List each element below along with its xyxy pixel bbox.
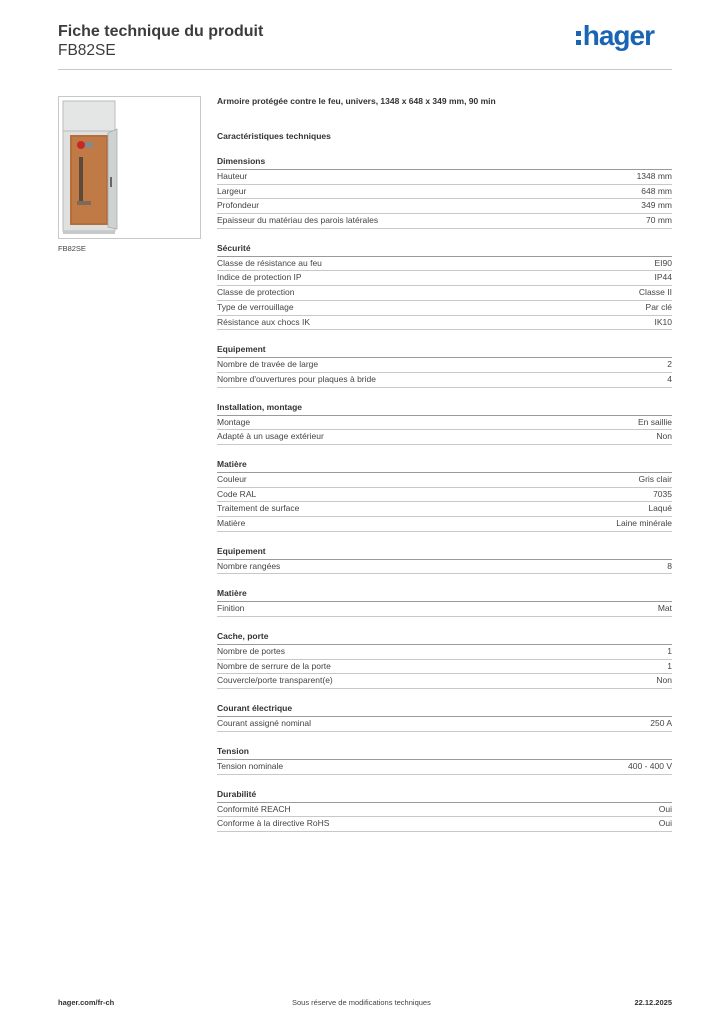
spec-label: Nombre de portes [217, 646, 286, 657]
spec-sections [217, 156, 672, 832]
spec-value: Laqué [648, 503, 672, 514]
spec-row [217, 473, 672, 488]
spec-label: Epaisseur du matériau des parois latérales [217, 215, 379, 226]
section-title: Matière [217, 459, 672, 473]
spec-label: Montage [217, 416, 251, 427]
spec-value: Non [656, 431, 672, 442]
product-description: Armoire protégée contre le feu, univers, 1348 x 648 x 349 mm, 90 min [217, 96, 496, 106]
section-title: Matière [217, 588, 672, 602]
spec-row [217, 488, 672, 503]
spec-section [217, 459, 672, 532]
spec-label: Matière [217, 518, 246, 528]
spec-content [217, 95, 672, 832]
spec-row [217, 560, 672, 575]
spec-label: Nombre rangées [217, 560, 281, 571]
spec-value: 1348 mm [636, 171, 672, 181]
spec-value: IP44 [654, 272, 672, 283]
spec-label: Profondeur [217, 200, 260, 211]
spec-value: 1 [667, 646, 672, 657]
spec-row [217, 517, 672, 532]
spec-row [217, 602, 672, 617]
section-title: Equipement [217, 344, 672, 358]
spec-value: 400 - 400 V [628, 760, 672, 771]
specs-heading: Caractéristiques techniques [217, 131, 331, 141]
image-caption: FB82SE [58, 244, 86, 253]
spec-row [217, 286, 672, 301]
cabinet-illustration-icon [59, 97, 200, 238]
spec-value: 1 [667, 660, 672, 671]
product-reference: FB82SE [58, 42, 116, 59]
spec-section [217, 631, 672, 689]
spec-value: Par clé [645, 301, 672, 312]
spec-label: Tension nominale [217, 760, 284, 771]
spec-label: Nombre de serrure de la porte [217, 660, 331, 671]
spec-section [217, 344, 672, 387]
spec-section [217, 243, 672, 330]
spec-row [217, 717, 672, 732]
spec-section [217, 156, 672, 229]
spec-row [217, 185, 672, 200]
spec-row [217, 358, 672, 373]
spec-row [217, 645, 672, 660]
section-title: Equipement [217, 546, 672, 560]
section-title: Durabilité [217, 789, 672, 803]
spec-label: Code RAL [217, 488, 257, 499]
spec-value: 70 mm [646, 215, 672, 226]
footer-website: hager.com/fr-ch [58, 998, 115, 1007]
spec-value: Oui [658, 818, 672, 829]
spec-label: Largeur [217, 185, 247, 196]
spec-row [217, 430, 672, 445]
spec-row [217, 416, 672, 431]
spec-label: Adapté à un usage extérieur [217, 431, 324, 442]
section-title: Sécurité [217, 243, 672, 257]
spec-row [217, 316, 672, 331]
spec-row [217, 660, 672, 675]
footer-date: 22.12.2025 [634, 998, 672, 1007]
spec-row [217, 817, 672, 832]
spec-label: Type de verrouillage [217, 301, 294, 312]
section-title: Tension [217, 746, 672, 760]
spec-value: EI90 [654, 257, 672, 268]
product-image [58, 96, 201, 239]
footer-disclaimer: Sous réserve de modifications techniques [292, 998, 431, 1007]
spec-row [217, 502, 672, 517]
spec-row [217, 301, 672, 316]
spec-section [217, 746, 672, 775]
spec-row [217, 760, 672, 775]
spec-row [217, 214, 672, 229]
spec-label: Couleur [217, 473, 247, 484]
spec-label: Courant assigné nominal [217, 718, 312, 729]
spec-value: 349 mm [641, 200, 672, 211]
page-header [58, 22, 672, 70]
spec-row [217, 373, 672, 388]
spec-row [217, 674, 672, 689]
spec-value: Oui [658, 803, 672, 814]
spec-row [217, 257, 672, 272]
hager-logo [576, 21, 654, 51]
spec-label: Conformité REACH [217, 803, 291, 814]
spec-label: Indice de protection IP [217, 272, 302, 283]
logo-dots-icon [576, 31, 581, 45]
spec-label: Classe de résistance au feu [217, 257, 322, 268]
spec-value: 2 [667, 359, 672, 370]
document-title: Fiche technique du produit [58, 23, 264, 40]
spec-section [217, 588, 672, 617]
spec-value: IK10 [654, 316, 672, 327]
spec-value: Laine minérale [616, 518, 672, 528]
spec-label: Nombre d'ouvertures pour plaques à bride [217, 373, 376, 384]
spec-value: 4 [667, 373, 672, 384]
spec-value: 648 mm [641, 185, 672, 196]
spec-section [217, 546, 672, 575]
section-title: Courant électrique [217, 703, 672, 717]
section-title: Cache, porte [217, 631, 672, 645]
spec-value: 8 [667, 560, 672, 571]
spec-value: En saillie [637, 416, 672, 427]
spec-row [217, 170, 672, 185]
section-title: Dimensions [217, 156, 672, 170]
spec-value: Mat [657, 603, 672, 614]
logo-text: hager [582, 20, 654, 51]
spec-value: Classe II [638, 287, 672, 298]
spec-value: Non [656, 675, 672, 686]
spec-label: Hauteur [217, 171, 248, 181]
spec-section [217, 703, 672, 732]
spec-label: Classe de protection [217, 287, 295, 298]
spec-section [217, 402, 672, 445]
spec-row [217, 271, 672, 286]
spec-row [217, 199, 672, 214]
spec-row [217, 803, 672, 818]
spec-value: 250 A [650, 718, 672, 729]
spec-label: Couvercle/porte transparent(e) [217, 675, 333, 686]
spec-value: 7035 [653, 488, 672, 499]
spec-label: Finition [217, 603, 245, 614]
spec-label: Traitement de surface [217, 503, 300, 514]
spec-value: Gris clair [638, 473, 672, 484]
spec-label: Résistance aux chocs IK [217, 316, 311, 327]
spec-section [217, 789, 672, 832]
section-title: Installation, montage [217, 402, 672, 416]
spec-label: Conforme à la directive RoHS [217, 818, 330, 829]
spec-label: Nombre de travée de large [217, 359, 319, 370]
